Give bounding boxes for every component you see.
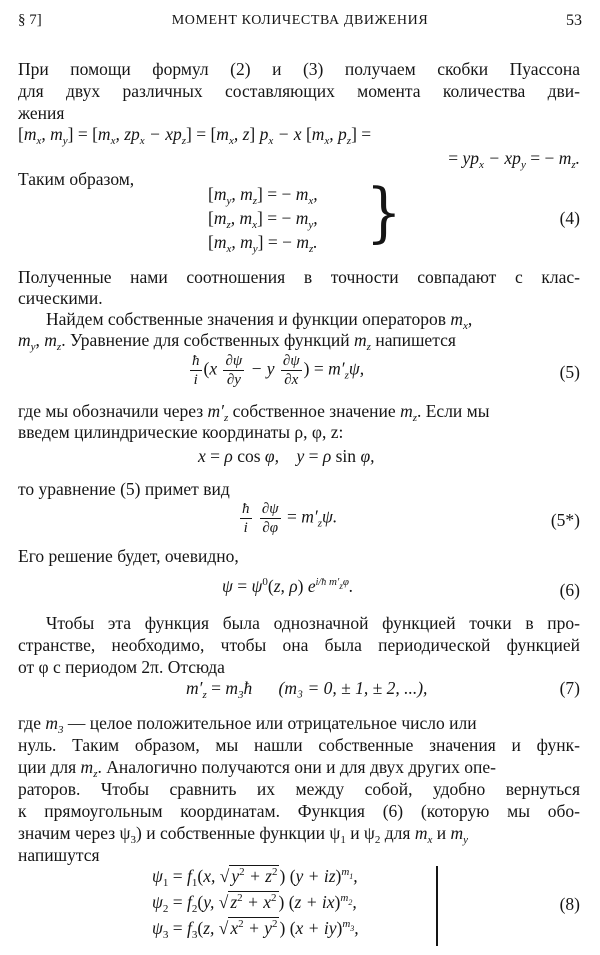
text-line: где $m_3$ — целое положительное или отрицательное число или — [18, 713, 477, 736]
text-line: раторов. Чтобы сравнить их между собой, удобно вернуться — [18, 779, 580, 799]
formula-8-line3: $\psi_3 = f_3(z$, √ $x^2 + y^2$ ) (x + iy)$^{m_3}$, — [152, 918, 359, 941]
text-line: $m_y$, $m_z$. Уравнение для собственных функций $m_z$ напишется — [18, 330, 456, 353]
formula-4-line2: [$m_z$, $m_x$] = − $m_y$, — [208, 208, 318, 231]
right-bracket-bar — [436, 866, 438, 946]
formula-5: $\frac{ħ}{i}$ (x $\frac{\partial\psi}{\partial y}$ − y $\frac{\partial\psi}{\partial x}$ ) = $m'_z\psi$, — [192, 353, 365, 388]
running-title: МОМЕНТ КОЛИЧЕСТВА ДВИЖЕНИЯ — [171, 13, 429, 28]
text-line: то уравнение (5) примет вид — [18, 479, 230, 499]
text-line: жения — [18, 103, 65, 123]
text-line: для двух различных составляющих момента количества дви- — [18, 81, 580, 101]
text-line: нуль. Таким образом, мы нашли собственные значения и функ- — [18, 735, 580, 755]
equation-number-5-star: (5*) — [550, 510, 580, 530]
text-line: ции для $m_z$. Аналогично получаются они и для двух других опе- — [18, 757, 496, 780]
formula-cylindrical: x = ρ cos φ, y = ρ sin φ, — [198, 446, 375, 466]
formula-poisson-line2: = $yp_x - xp_y$ = − $m_z$. — [448, 148, 580, 171]
formula-6: $\psi = \psi^0(z$, ρ) $e^{i/ħ m'_z\varphi}$. — [222, 576, 354, 596]
formula-4-line3: [$m_x$, $m_y$] = − $m_z$. — [208, 232, 318, 255]
text-line: напишутся — [18, 845, 100, 865]
section-label: § 7] — [18, 12, 42, 28]
text-line: странстве, необходимо, чтобы она была периодической функцией — [18, 635, 580, 655]
text-line: к прямоугольным координатам. Функция (6) (которую мы обо- — [18, 801, 580, 821]
equation-number-8: (8) — [559, 894, 580, 914]
text-line: Его решение будет, очевидно, — [18, 546, 239, 566]
text-line: где мы обозначили через $m'_z$ собственное значение $m_z$. Если мы — [18, 401, 490, 424]
text-line: Полученные нами соотношения в точности совпадают с клас- — [18, 267, 580, 287]
text-line: от φ с периодом 2π. Отсюда — [18, 657, 225, 677]
text-line: Чтобы эта функция была однозначной функцией точки в про- — [46, 613, 580, 633]
formula-8-line2: $\psi_2 = f_2(y$, √ $z^2 + x^2$ ) (z + ix)$^{m_2}$, — [152, 892, 357, 915]
text-line: Найдем собственные значения и функции операторов $m_x$, — [46, 309, 473, 332]
text-line: При помощи формул (2) и (3) получаем скобки Пуассона — [18, 59, 580, 79]
right-brace: } — [366, 176, 402, 251]
formula-poisson-line1: [$m_x$, $m_y] = [m_x$, $zp_x - xp_z] = [m_x$, z] $p_x - x$ [$m_x$, $p_z$] = — [18, 124, 372, 147]
text-line: Таким образом, — [18, 169, 135, 189]
equation-number-7: (7) — [559, 678, 580, 698]
formula-4-line1: [$m_y$, $m_z$] = − $m_x$, — [208, 184, 318, 207]
running-header — [18, 12, 582, 36]
equation-number-4: (4) — [559, 208, 580, 228]
formula-7: $m'_z$ = $m_3ħ$ (m₃ = 0, ± 1, ± 2, ...), — [186, 678, 428, 701]
text-line: сическими. — [18, 288, 103, 308]
equation-number-5: (5) — [559, 362, 580, 382]
text-line: значим через $\psi_3$) и собственные функции $\psi_1$ и $\psi_2$ для $m_x$ и $m_y$ — [18, 823, 469, 846]
text-line: введем цилиндрические координаты ρ, φ, z: — [18, 422, 344, 442]
formula-5-star: $\frac{ħ}{i}$ $\frac{\partial\psi}{\partial\varphi}$ = $m'_z\psi$. — [242, 501, 338, 536]
equation-number-6: (6) — [559, 580, 580, 600]
page-number: 53 — [566, 12, 582, 29]
formula-8-line1: $\psi_1 = f_1(x$, √ $y^2 + z^2$ ) (y + iz)$^{m_1}$, — [152, 866, 358, 889]
formula-7-values: (m₃ = 0, ± 1, ± 2, ...), — [278, 678, 428, 698]
